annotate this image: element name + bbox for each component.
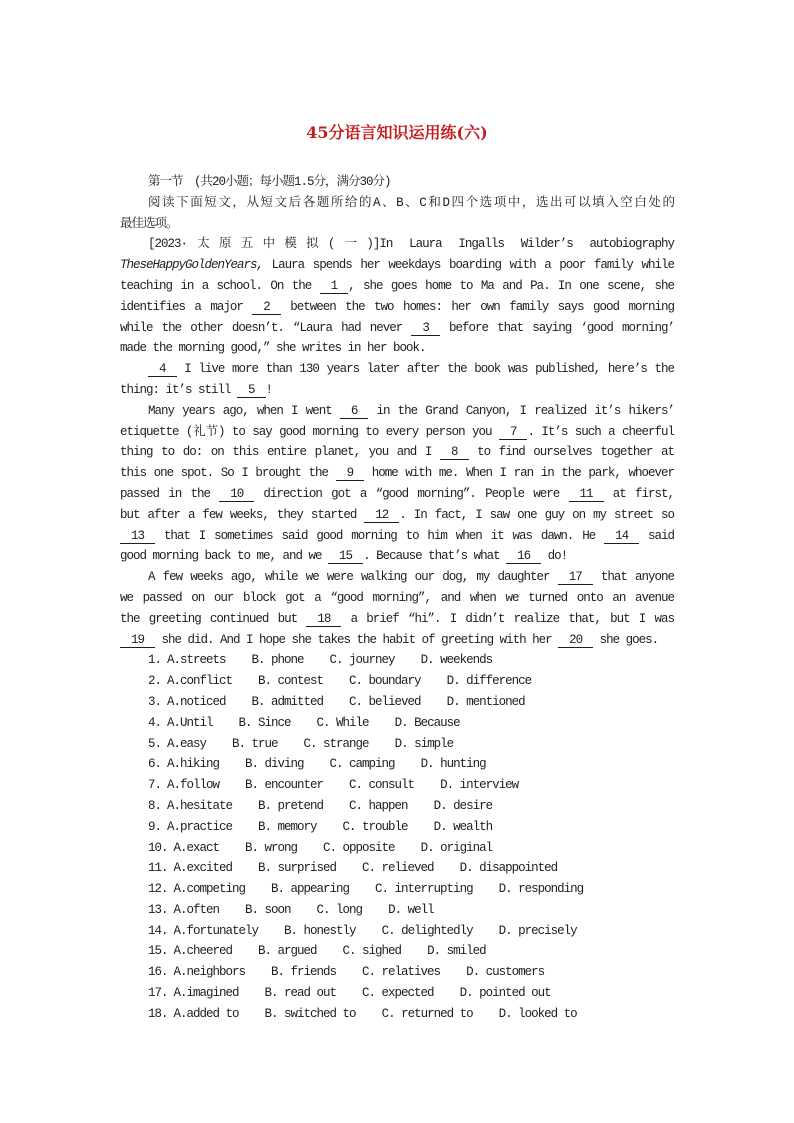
passage-line bbox=[120, 318, 674, 339]
passage-text: in the Grand Canyon, I realized it’s hikers’ bbox=[368, 403, 674, 418]
question-3-options bbox=[120, 692, 674, 713]
question-17-options bbox=[120, 983, 674, 1004]
blank-5: 5 bbox=[237, 384, 266, 398]
question-number: 15. bbox=[148, 944, 168, 959]
question-12-options bbox=[120, 879, 674, 900]
question-6-options bbox=[120, 754, 674, 775]
passage-line bbox=[120, 380, 674, 401]
option-d: D. desire bbox=[433, 798, 493, 813]
question-number: 6. bbox=[148, 757, 162, 772]
option-d: D. disappointed bbox=[459, 861, 558, 876]
option-b: B. Since bbox=[238, 715, 291, 730]
question-5-options bbox=[120, 734, 674, 755]
option-d: D. precisely bbox=[498, 923, 577, 938]
passage-text: [2023·太原五中模拟(一)]In Laura Ingalls Wilder’s autobiography bbox=[148, 237, 674, 252]
blank-20: 20 bbox=[558, 634, 593, 648]
option-b: B. true bbox=[232, 736, 278, 751]
option-d: D. responding bbox=[498, 882, 584, 897]
blank-13: 13 bbox=[120, 530, 155, 544]
question-number: 12. bbox=[148, 882, 168, 897]
option-b: B. phone bbox=[251, 653, 304, 668]
option-c: C. relieved bbox=[362, 861, 434, 876]
blank-18: 18 bbox=[306, 613, 341, 627]
option-a: A.streets bbox=[167, 653, 226, 668]
option-b: B. honestly bbox=[284, 923, 356, 938]
passage-line bbox=[120, 338, 674, 359]
option-a: A.Until bbox=[167, 715, 213, 730]
passage-text: . In fact, I saw one guy on my street so bbox=[399, 507, 674, 522]
option-a: A.excited bbox=[173, 861, 233, 876]
option-d: D. customers bbox=[466, 965, 545, 980]
option-c: C. strange bbox=[303, 736, 369, 751]
option-c: C. happen bbox=[349, 798, 408, 813]
passage-text: do! bbox=[541, 549, 568, 564]
passage-text: A few weeks ago, while we were walking our dog, my daughter bbox=[148, 570, 558, 585]
question-7-options bbox=[120, 775, 674, 796]
blank-14: 14 bbox=[604, 530, 639, 544]
question-14-options bbox=[120, 921, 674, 942]
blank-1: 1 bbox=[320, 280, 349, 294]
passage-line bbox=[120, 401, 674, 422]
passage-text: , she goes home to Ma and Pa. In one scene, she bbox=[348, 278, 674, 293]
passage-text: she did. And I hope she takes the habit of greeting with her bbox=[155, 632, 559, 647]
option-c: C. camping bbox=[329, 757, 395, 772]
question-number: 8. bbox=[148, 798, 162, 813]
blank-17: 17 bbox=[558, 571, 593, 585]
option-d: D. simple bbox=[394, 736, 454, 751]
passage-line bbox=[120, 505, 674, 526]
passage-line bbox=[120, 567, 674, 588]
passage-text: a brief “hi”. I didn’t realize that, but I was bbox=[341, 611, 674, 626]
option-b: B. wrong bbox=[245, 840, 298, 855]
passage-text: said bbox=[639, 528, 675, 543]
blank-6: 6 bbox=[340, 405, 369, 419]
option-d: D. well bbox=[388, 902, 434, 917]
question-number: 16. bbox=[148, 965, 168, 980]
passage-line bbox=[120, 526, 674, 547]
question-number: 7. bbox=[148, 778, 162, 793]
question-18-options bbox=[120, 1004, 674, 1025]
option-b: B. soon bbox=[245, 902, 291, 917]
book-title: TheseHappyGoldenYears, bbox=[120, 258, 264, 273]
option-a: A.follow bbox=[167, 778, 220, 793]
passage-paragraph bbox=[120, 401, 674, 567]
question-number: 4. bbox=[148, 715, 162, 730]
question-number: 1. bbox=[148, 653, 162, 668]
option-a: A.often bbox=[173, 902, 220, 917]
passage-line bbox=[120, 359, 674, 380]
passage-text: thing to do: on this entire planet, you and I bbox=[120, 445, 440, 460]
option-c: C. consult bbox=[349, 778, 415, 793]
option-b: B. read out bbox=[264, 986, 337, 1001]
passage-text: passed in the bbox=[120, 486, 220, 501]
blank-11: 11 bbox=[569, 488, 604, 502]
option-b: B. encounter bbox=[245, 778, 324, 793]
passage-text: she goes. bbox=[593, 632, 659, 647]
question-2-options bbox=[120, 671, 674, 692]
question-13-options bbox=[120, 900, 674, 921]
passage-line bbox=[120, 422, 674, 443]
passage bbox=[120, 234, 674, 650]
blank-2: 2 bbox=[252, 301, 281, 315]
blank-19: 19 bbox=[120, 634, 155, 648]
passage-text: we passed on our block got a “good morning”, and when we turned onto an avenue bbox=[120, 590, 674, 605]
option-b: B. argued bbox=[258, 944, 317, 959]
option-c: C. While bbox=[316, 715, 369, 730]
option-b: B. contest bbox=[258, 674, 324, 689]
option-a: A.exact bbox=[173, 840, 220, 855]
option-b: B. pretend bbox=[258, 798, 324, 813]
question-number: 9. bbox=[148, 819, 162, 834]
passage-text: that anyone bbox=[592, 570, 675, 585]
passage-text: but after a few weeks, they started bbox=[120, 507, 365, 522]
passage-line bbox=[120, 630, 674, 651]
option-a: A.conflict bbox=[167, 674, 233, 689]
question-10-options bbox=[120, 838, 674, 859]
option-c: C. sighed bbox=[342, 944, 402, 959]
passage-text: identifies a major bbox=[120, 299, 253, 314]
passage-text: to find ourselves together at bbox=[468, 445, 674, 460]
passage-text: while the other doesn’t. “Laura had never bbox=[120, 320, 412, 335]
option-b: B. appearing bbox=[271, 882, 350, 897]
passage-line bbox=[120, 609, 674, 630]
option-d: D. looked to bbox=[498, 1006, 577, 1021]
option-a: A.cheered bbox=[173, 944, 233, 959]
option-c: C. returned to bbox=[381, 1006, 473, 1021]
blank-16: 16 bbox=[506, 550, 541, 564]
option-c: C. delightedly bbox=[381, 923, 473, 938]
passage-paragraph bbox=[120, 567, 674, 650]
passage-line bbox=[120, 276, 674, 297]
option-a: A.competing bbox=[173, 882, 246, 897]
worksheet bbox=[120, 122, 674, 1025]
passage-text: thing: it’s still bbox=[120, 382, 238, 397]
blank-10: 10 bbox=[219, 488, 254, 502]
question-number: 13. bbox=[148, 902, 168, 917]
passage-text: Laura spends her weekdays boarding with a poor family while bbox=[263, 258, 674, 273]
passage-text: Many years ago, when I went bbox=[148, 403, 340, 418]
passage-line bbox=[120, 463, 674, 484]
option-d: D. hunting bbox=[420, 757, 486, 772]
question-number: 11. bbox=[148, 861, 168, 876]
passage-text: teaching in a school. On the bbox=[120, 278, 320, 293]
passage-text: made the morning good,” she writes in her book. bbox=[120, 341, 426, 356]
instructions-line: 最佳选项。 bbox=[120, 216, 178, 231]
blank-9: 9 bbox=[336, 467, 365, 481]
option-a: A.noticed bbox=[167, 694, 226, 709]
option-a: A.imagined bbox=[173, 986, 239, 1001]
option-b: B. friends bbox=[271, 965, 337, 980]
question-number: 17. bbox=[148, 986, 168, 1001]
question-number: 2. bbox=[148, 674, 162, 689]
passage-line bbox=[120, 234, 674, 255]
option-a: A.hesitate bbox=[167, 798, 233, 813]
blank-4: 4 bbox=[148, 363, 177, 377]
option-a: A.neighbors bbox=[173, 965, 246, 980]
question-1-options bbox=[120, 650, 674, 671]
passage-text: ! bbox=[265, 382, 273, 397]
option-c: C. relatives bbox=[362, 965, 441, 980]
instructions bbox=[120, 193, 674, 235]
section-header: 第一节 (共20小题；每小题1.5分，满分30分) bbox=[148, 175, 391, 189]
passage-line bbox=[120, 297, 674, 318]
option-c: C. expected bbox=[362, 986, 434, 1001]
question-8-options bbox=[120, 796, 674, 817]
passage-text: before that saying ‘good morning’ bbox=[439, 320, 674, 335]
option-b: B. diving bbox=[245, 757, 304, 772]
question-number: 5. bbox=[148, 736, 162, 751]
option-d: D. weekends bbox=[420, 653, 493, 668]
passage-text: the greeting continued but bbox=[120, 611, 307, 626]
option-d: D. difference bbox=[446, 674, 532, 689]
option-c: C. trouble bbox=[342, 819, 408, 834]
question-number: 18. bbox=[148, 1006, 168, 1021]
option-b: B. memory bbox=[258, 819, 317, 834]
passage-text: that I sometimes said good morning to him when it was dawn. He bbox=[155, 528, 605, 543]
option-a: A.fortunately bbox=[173, 923, 259, 938]
passage-text: this one spot. So I brought the bbox=[120, 466, 336, 481]
option-b: B. admitted bbox=[251, 694, 324, 709]
option-d: D. Because bbox=[394, 715, 460, 730]
blank-15: 15 bbox=[328, 550, 363, 564]
option-a: A.hiking bbox=[167, 757, 220, 772]
option-a: A.practice bbox=[167, 819, 233, 834]
passage-text: home with me. When I ran in the park, whoever bbox=[364, 466, 674, 481]
option-d: D. interview bbox=[440, 778, 519, 793]
passage-text: . Because that’s what bbox=[363, 549, 507, 564]
option-b: B. switched to bbox=[264, 1006, 356, 1021]
option-d: D. smiled bbox=[427, 944, 486, 959]
passage-text: at first, bbox=[603, 486, 674, 501]
instructions-line: 阅读下面短文，从短文后各题所给的A、B、C和D四个选项中，选出可以填入空白处的 bbox=[148, 195, 674, 210]
passage-text: direction got a “good morning”. People were bbox=[254, 486, 569, 501]
passage-line bbox=[120, 546, 674, 567]
question-11-options bbox=[120, 858, 674, 879]
question-16-options bbox=[120, 962, 674, 983]
passage-line bbox=[120, 588, 674, 609]
option-b: B. surprised bbox=[258, 861, 337, 876]
option-d: D. original bbox=[420, 840, 493, 855]
option-d: D. wealth bbox=[433, 819, 493, 834]
option-c: C. believed bbox=[349, 694, 421, 709]
option-c: C. journey bbox=[329, 653, 395, 668]
blank-7: 7 bbox=[499, 426, 528, 440]
option-d: D. pointed out bbox=[459, 986, 551, 1001]
option-c: C. long bbox=[316, 902, 363, 917]
page-title: 45分语言知识运用练(六) bbox=[306, 123, 488, 142]
option-c: C. opposite bbox=[323, 840, 395, 855]
passage-text: . It’s such a cheerful bbox=[527, 424, 674, 439]
blank-12: 12 bbox=[364, 509, 399, 523]
passage-text: between the two homes: her own family says good morning bbox=[280, 299, 674, 314]
passage-paragraph bbox=[120, 359, 674, 401]
option-a: A.added to bbox=[173, 1006, 239, 1021]
passage-line bbox=[120, 442, 674, 463]
option-c: C. interrupting bbox=[375, 882, 473, 897]
question-number: 3. bbox=[148, 694, 162, 709]
blank-8: 8 bbox=[440, 446, 469, 460]
passage-line bbox=[120, 255, 674, 276]
options-list bbox=[120, 650, 674, 1024]
question-number: 14. bbox=[148, 923, 168, 938]
question-15-options bbox=[120, 941, 674, 962]
question-9-options bbox=[120, 817, 674, 838]
option-a: A.easy bbox=[167, 736, 207, 751]
passage-text: I live more than 130 years later after the book was published, here’s the bbox=[176, 362, 674, 377]
question-4-options bbox=[120, 713, 674, 734]
blank-3: 3 bbox=[411, 322, 440, 336]
passage-line bbox=[120, 484, 674, 505]
option-d: D. mentioned bbox=[446, 694, 525, 709]
question-number: 10. bbox=[148, 840, 168, 855]
passage-text: good morning back to me, and we bbox=[120, 549, 329, 564]
passage-paragraph bbox=[120, 234, 674, 359]
option-c: C. boundary bbox=[349, 674, 421, 689]
passage-text: etiquette (礼节) to say good morning to every person you bbox=[120, 424, 499, 439]
